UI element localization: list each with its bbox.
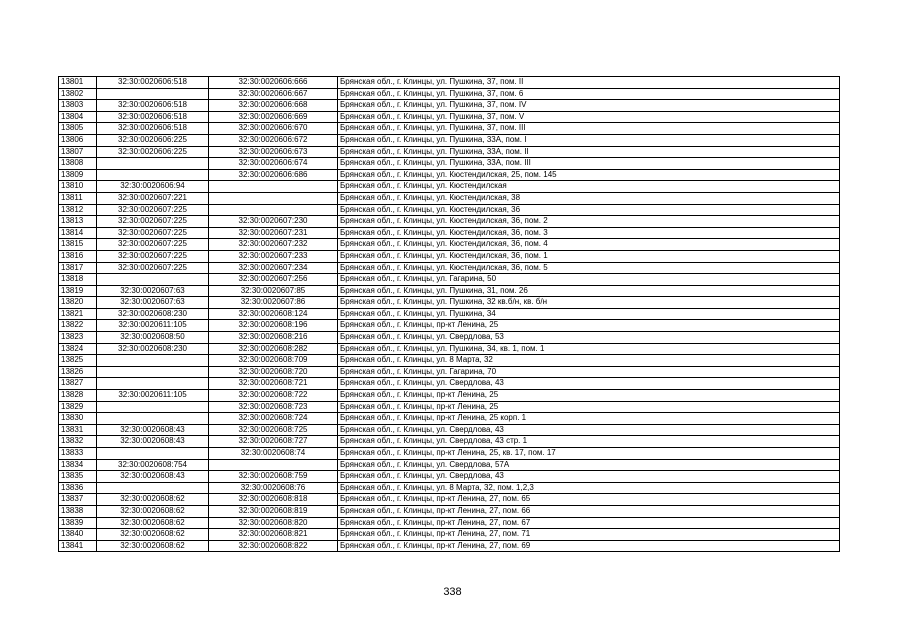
parcel-cadastral-cell: 32:30:0020608:62 [97, 505, 209, 517]
parcel-cadastral-cell: 32:30:0020606:225 [97, 134, 209, 146]
address-cell: Брянская обл., г. Клинцы, ул. Свердлова, 53 [338, 332, 840, 344]
object-cadastral-cell: 32:30:0020606:686 [209, 169, 338, 181]
address-cell: Брянская обл., г. Клинцы, ул. Свердлова, 43 [338, 424, 840, 436]
address-cell: Брянская обл., г. Клинцы, пр-кт Ленина, 25 [338, 401, 840, 413]
address-cell: Брянская обл., г. Клинцы, ул. Кюстендилская, 38 [338, 192, 840, 204]
address-cell: Брянская обл., г. Клинцы, ул. Пушкина, 33А, пом. II [338, 146, 840, 158]
table-row [59, 204, 840, 216]
row-number-cell: 13801 [59, 77, 97, 89]
row-number-cell: 13833 [59, 448, 97, 460]
parcel-cadastral-cell: 32:30:0020608:43 [97, 471, 209, 483]
table-row [59, 134, 840, 146]
table-row [59, 192, 840, 204]
parcel-cadastral-cell [97, 378, 209, 390]
table-row [59, 100, 840, 112]
table-row [59, 146, 840, 158]
object-cadastral-cell: 32:30:0020608:821 [209, 529, 338, 541]
table-row [59, 436, 840, 448]
row-number-cell: 13836 [59, 482, 97, 494]
row-number-cell: 13834 [59, 459, 97, 471]
object-cadastral-cell: 32:30:0020608:818 [209, 494, 338, 506]
table-row [59, 239, 840, 251]
table-row [59, 181, 840, 193]
table-row [59, 111, 840, 123]
object-cadastral-cell: 32:30:0020607:85 [209, 285, 338, 297]
parcel-cadastral-cell: 32:30:0020607:63 [97, 285, 209, 297]
address-cell: Брянская обл., г. Клинцы, ул. Пушкина, 37, пом. V [338, 111, 840, 123]
address-cell: Брянская обл., г. Клинцы, ул. Свердлова, 43 [338, 378, 840, 390]
parcel-cadastral-cell: 32:30:0020607:225 [97, 227, 209, 239]
address-cell: Брянская обл., г. Клинцы, пр-кт Ленина, 27, пом. 66 [338, 505, 840, 517]
parcel-cadastral-cell: 32:30:0020606:518 [97, 100, 209, 112]
object-cadastral-cell: 32:30:0020608:720 [209, 366, 338, 378]
object-cadastral-cell: 32:30:0020608:819 [209, 505, 338, 517]
row-number-cell: 13825 [59, 355, 97, 367]
address-cell: Брянская обл., г. Клинцы, ул. Пушкина, 37, пом. IV [338, 100, 840, 112]
table-row [59, 169, 840, 181]
object-cadastral-cell: 32:30:0020608:721 [209, 378, 338, 390]
object-cadastral-cell [209, 204, 338, 216]
address-cell: Брянская обл., г. Клинцы, ул. Кюстендилская, 36 [338, 204, 840, 216]
row-number-cell: 13803 [59, 100, 97, 112]
row-number-cell: 13819 [59, 285, 97, 297]
object-cadastral-cell [209, 459, 338, 471]
address-cell: Брянская обл., г. Клинцы, ул. Кюстендилская [338, 181, 840, 193]
row-number-cell: 13826 [59, 366, 97, 378]
object-cadastral-cell: 32:30:0020608:216 [209, 332, 338, 344]
table-row [59, 459, 840, 471]
parcel-cadastral-cell [97, 366, 209, 378]
table-row [59, 494, 840, 506]
parcel-cadastral-cell: 32:30:0020606:94 [97, 181, 209, 193]
row-number-cell: 13823 [59, 332, 97, 344]
object-cadastral-cell: 32:30:0020608:723 [209, 401, 338, 413]
row-number-cell: 13805 [59, 123, 97, 135]
parcel-cadastral-cell [97, 88, 209, 100]
table-row [59, 123, 840, 135]
address-cell: Брянская обл., г. Клинцы, ул. Пушкина, 37, пом. 6 [338, 88, 840, 100]
row-number-cell: 13810 [59, 181, 97, 193]
row-number-cell: 13821 [59, 308, 97, 320]
object-cadastral-cell: 32:30:0020608:709 [209, 355, 338, 367]
parcel-cadastral-cell: 32:30:0020607:225 [97, 204, 209, 216]
table-row [59, 158, 840, 170]
parcel-cadastral-cell [97, 158, 209, 170]
address-cell: Брянская обл., г. Клинцы, пр-кт Ленина, 27, пом. 71 [338, 529, 840, 541]
address-cell: Брянская обл., г. Клинцы, ул. Пушкина, 34 [338, 308, 840, 320]
object-cadastral-cell [209, 181, 338, 193]
object-cadastral-cell: 32:30:0020607:256 [209, 274, 338, 286]
row-number-cell: 13804 [59, 111, 97, 123]
address-cell: Брянская обл., г. Клинцы, пр-кт Ленина, 25 [338, 320, 840, 332]
row-number-cell: 13812 [59, 204, 97, 216]
row-number-cell: 13839 [59, 517, 97, 529]
object-cadastral-cell: 32:30:0020607:233 [209, 250, 338, 262]
row-number-cell: 13829 [59, 401, 97, 413]
table-row [59, 390, 840, 402]
address-cell: Брянская обл., г. Клинцы, ул. Пушкина, 33А, пом. I [338, 134, 840, 146]
row-number-cell: 13809 [59, 169, 97, 181]
row-number-cell: 13813 [59, 216, 97, 228]
table-row [59, 216, 840, 228]
table-row [59, 424, 840, 436]
object-cadastral-cell: 32:30:0020608:722 [209, 390, 338, 402]
address-cell: Брянская обл., г. Клинцы, пр-кт Ленина, 25 [338, 390, 840, 402]
parcel-cadastral-cell: 32:30:0020607:225 [97, 239, 209, 251]
parcel-cadastral-cell: 32:30:0020608:43 [97, 436, 209, 448]
table-row [59, 529, 840, 541]
address-cell: Брянская обл., г. Клинцы, ул. Свердлова, 43 [338, 471, 840, 483]
row-number-cell: 13824 [59, 343, 97, 355]
row-number-cell: 13838 [59, 505, 97, 517]
table-row [59, 227, 840, 239]
row-number-cell: 13820 [59, 297, 97, 309]
object-cadastral-cell: 32:30:0020608:820 [209, 517, 338, 529]
row-number-cell: 13840 [59, 529, 97, 541]
object-cadastral-cell: 32:30:0020606:674 [209, 158, 338, 170]
object-cadastral-cell: 32:30:0020608:759 [209, 471, 338, 483]
table-row [59, 413, 840, 425]
object-cadastral-cell: 32:30:0020606:666 [209, 77, 338, 89]
parcel-cadastral-cell [97, 482, 209, 494]
object-cadastral-cell: 32:30:0020607:232 [209, 239, 338, 251]
table-row [59, 505, 840, 517]
table-row [59, 77, 840, 89]
row-number-cell: 13827 [59, 378, 97, 390]
object-cadastral-cell [209, 192, 338, 204]
table-row [59, 274, 840, 286]
row-number-cell: 13817 [59, 262, 97, 274]
address-cell: Брянская обл., г. Клинцы, ул. Свердлова, 57А [338, 459, 840, 471]
address-cell: Брянская обл., г. Клинцы, пр-кт Ленина, 27, пом. 69 [338, 540, 840, 552]
table-row [59, 355, 840, 367]
address-cell: Брянская обл., г. Клинцы, ул. Пушкина, 37, пом. III [338, 123, 840, 135]
parcel-cadastral-cell: 32:30:0020607:225 [97, 262, 209, 274]
object-cadastral-cell: 32:30:0020608:725 [209, 424, 338, 436]
table-row [59, 320, 840, 332]
object-cadastral-cell: 32:30:0020608:724 [209, 413, 338, 425]
table-row [59, 308, 840, 320]
table-row [59, 448, 840, 460]
parcel-cadastral-cell: 32:30:0020608:50 [97, 332, 209, 344]
object-cadastral-cell: 32:30:0020606:673 [209, 146, 338, 158]
address-cell: Брянская обл., г. Клинцы, ул. Кюстендилская, 36, пом. 3 [338, 227, 840, 239]
address-cell: Брянская обл., г. Клинцы, ул. Пушкина, 34, кв. 1, пом. 1 [338, 343, 840, 355]
parcel-cadastral-cell: 32:30:0020607:225 [97, 250, 209, 262]
parcel-cadastral-cell: 32:30:0020608:43 [97, 424, 209, 436]
address-cell: Брянская обл., г. Клинцы, ул. Кюстендилская, 36, пом. 1 [338, 250, 840, 262]
address-cell: Брянская обл., г. Клинцы, ул. Кюстендилская, 36, пом. 5 [338, 262, 840, 274]
table-row [59, 378, 840, 390]
object-cadastral-cell: 32:30:0020607:86 [209, 297, 338, 309]
object-cadastral-cell: 32:30:0020608:822 [209, 540, 338, 552]
parcel-cadastral-cell: 32:30:0020608:230 [97, 308, 209, 320]
parcel-cadastral-cell: 32:30:0020611:105 [97, 320, 209, 332]
object-cadastral-cell: 32:30:0020606:669 [209, 111, 338, 123]
object-cadastral-cell: 32:30:0020607:234 [209, 262, 338, 274]
table-row [59, 366, 840, 378]
parcel-cadastral-cell [97, 355, 209, 367]
table-row [59, 517, 840, 529]
parcel-cadastral-cell [97, 401, 209, 413]
address-cell: Брянская обл., г. Клинцы, ул. Кюстендилская, 25, пом. 145 [338, 169, 840, 181]
table-row [59, 482, 840, 494]
parcel-cadastral-cell: 32:30:0020606:518 [97, 111, 209, 123]
row-number-cell: 13828 [59, 390, 97, 402]
parcel-cadastral-cell [97, 169, 209, 181]
address-cell: Брянская обл., г. Клинцы, ул. Свердлова, 43 стр. 1 [338, 436, 840, 448]
object-cadastral-cell: 32:30:0020606:670 [209, 123, 338, 135]
address-cell: Брянская обл., г. Клинцы, ул. Кюстендилская, 36, пом. 2 [338, 216, 840, 228]
row-number-cell: 13822 [59, 320, 97, 332]
row-number-cell: 13807 [59, 146, 97, 158]
row-number-cell: 13818 [59, 274, 97, 286]
parcel-cadastral-cell: 32:30:0020606:518 [97, 123, 209, 135]
address-cell: Брянская обл., г. Клинцы, ул. Пушкина, 33А, пом. III [338, 158, 840, 170]
table-row [59, 88, 840, 100]
row-number-cell: 13835 [59, 471, 97, 483]
address-cell: Брянская обл., г. Клинцы, пр-кт Ленина, 25, кв. 17, пом. 17 [338, 448, 840, 460]
table-row [59, 332, 840, 344]
object-cadastral-cell: 32:30:0020606:672 [209, 134, 338, 146]
object-cadastral-cell: 32:30:0020608:76 [209, 482, 338, 494]
object-cadastral-cell: 32:30:0020608:727 [209, 436, 338, 448]
row-number-cell: 13814 [59, 227, 97, 239]
parcel-cadastral-cell [97, 274, 209, 286]
row-number-cell: 13832 [59, 436, 97, 448]
row-number-cell: 13802 [59, 88, 97, 100]
object-cadastral-cell: 32:30:0020607:230 [209, 216, 338, 228]
parcel-cadastral-cell: 32:30:0020608:62 [97, 540, 209, 552]
row-number-cell: 13841 [59, 540, 97, 552]
row-number-cell: 13808 [59, 158, 97, 170]
row-number-cell: 13816 [59, 250, 97, 262]
address-cell: Брянская обл., г. Клинцы, ул. Пушкина, 32 кв.б/н, кв. б/н [338, 297, 840, 309]
parcel-cadastral-cell: 32:30:0020608:62 [97, 529, 209, 541]
object-cadastral-cell: 32:30:0020606:668 [209, 100, 338, 112]
row-number-cell: 13815 [59, 239, 97, 251]
page-number: 338 [443, 586, 462, 598]
registry-table [58, 76, 840, 552]
object-cadastral-cell: 32:30:0020608:74 [209, 448, 338, 460]
object-cadastral-cell: 32:30:0020608:196 [209, 320, 338, 332]
table-row [59, 471, 840, 483]
row-number-cell: 13806 [59, 134, 97, 146]
parcel-cadastral-cell: 32:30:0020606:225 [97, 146, 209, 158]
parcel-cadastral-cell: 32:30:0020606:518 [97, 77, 209, 89]
address-cell: Брянская обл., г. Клинцы, ул. 8 Марта, 32, пом. 1,2,3 [338, 482, 840, 494]
parcel-cadastral-cell: 32:30:0020607:221 [97, 192, 209, 204]
address-cell: Брянская обл., г. Клинцы, ул. Пушкина, 31, пом. 26 [338, 285, 840, 297]
table-row [59, 285, 840, 297]
row-number-cell: 13811 [59, 192, 97, 204]
parcel-cadastral-cell: 32:30:0020607:63 [97, 297, 209, 309]
address-cell: Брянская обл., г. Клинцы, пр-кт Ленина, 27, пом. 67 [338, 517, 840, 529]
address-cell: Брянская обл., г. Клинцы, пр-кт Ленина, 25 корп. 1 [338, 413, 840, 425]
address-cell: Брянская обл., г. Клинцы, пр-кт Ленина, 27, пом. 65 [338, 494, 840, 506]
object-cadastral-cell: 32:30:0020608:282 [209, 343, 338, 355]
address-cell: Брянская обл., г. Клинцы, ул. Гагарина, 70 [338, 366, 840, 378]
parcel-cadastral-cell [97, 448, 209, 460]
table-row [59, 297, 840, 309]
parcel-cadastral-cell [97, 413, 209, 425]
object-cadastral-cell: 32:30:0020607:231 [209, 227, 338, 239]
table-row [59, 343, 840, 355]
row-number-cell: 13837 [59, 494, 97, 506]
table-row [59, 540, 840, 552]
parcel-cadastral-cell: 32:30:0020608:230 [97, 343, 209, 355]
row-number-cell: 13830 [59, 413, 97, 425]
address-cell: Брянская обл., г. Клинцы, ул. Гагарина, 50 [338, 274, 840, 286]
table-row [59, 401, 840, 413]
parcel-cadastral-cell: 32:30:0020608:62 [97, 517, 209, 529]
address-cell: Брянская обл., г. Клинцы, ул. Пушкина, 37, пом. II [338, 77, 840, 89]
parcel-cadastral-cell: 32:30:0020607:225 [97, 216, 209, 228]
registry-table-body [59, 77, 840, 552]
parcel-cadastral-cell: 32:30:0020611:105 [97, 390, 209, 402]
object-cadastral-cell: 32:30:0020606:667 [209, 88, 338, 100]
table-row [59, 250, 840, 262]
table-row [59, 262, 840, 274]
parcel-cadastral-cell: 32:30:0020608:754 [97, 459, 209, 471]
parcel-cadastral-cell: 32:30:0020608:62 [97, 494, 209, 506]
address-cell: Брянская обл., г. Клинцы, ул. Кюстендилская, 36, пом. 4 [338, 239, 840, 251]
object-cadastral-cell: 32:30:0020608:124 [209, 308, 338, 320]
row-number-cell: 13831 [59, 424, 97, 436]
address-cell: Брянская обл., г. Клинцы, ул. 8 Марта, 32 [338, 355, 840, 367]
